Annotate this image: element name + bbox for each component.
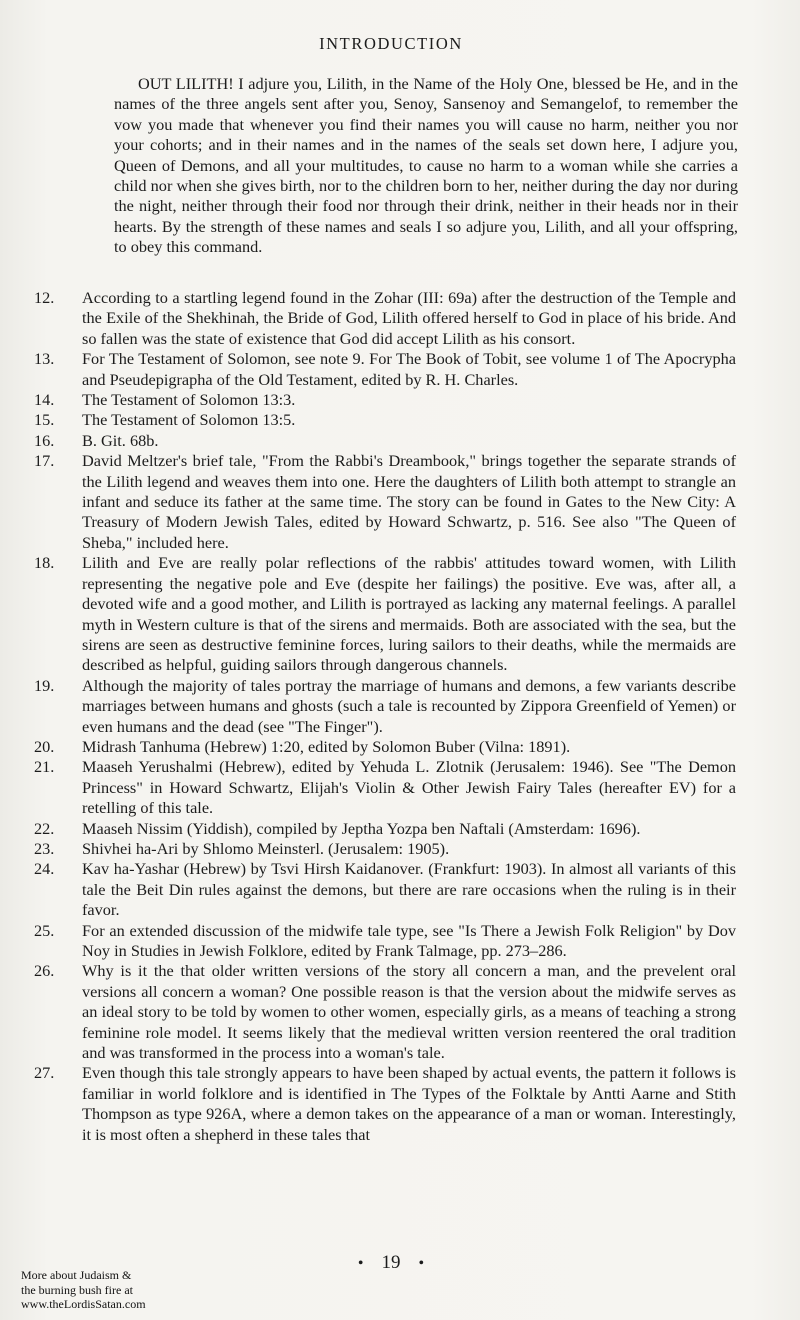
block-quote [114, 74, 738, 258]
credit-line-1: More about Judaism & [21, 1268, 132, 1282]
running-head: INTRODUCTION [319, 34, 463, 53]
endnote-number: 25. [34, 920, 55, 940]
endnote-number: 17. [34, 451, 55, 471]
endnote-number: 20. [34, 736, 55, 756]
endnote-number: 14. [34, 390, 55, 410]
endnote [34, 839, 736, 859]
endnote-text: For an extended discussion of the midwife tale type, see "Is There a Jewish Folk Religion" by Dov Noy in Studies in Jewish Folklore, edited by Frank Talmage, pp. 273–286. [82, 920, 736, 960]
page-number-dot-right: • [418, 1255, 425, 1272]
endnote [34, 410, 736, 430]
endnote-number: 15. [34, 410, 55, 430]
endnote-text: Lilith and Eve are really polar reflections of the rabbis' attitudes toward women, with Lilith representing the negative pole and Eve (despite her failings) the positive. Eve was, after all, a devoted wife and a good mother, and Lilith is portrayed as lacking any maternal feelings. A parallel myth in Western culture is that of the sirens and mermaids. Both are associated with the sea, but the sirens are seen as destructive feminine forces, luring sailors to their deaths, while the mermaids are described as helpful, guiding sailors through dangerous channels. [82, 553, 736, 675]
endnote [34, 1063, 736, 1145]
endnote-text: The Testament of Solomon 13:3. [82, 390, 296, 410]
endnote-text: Maaseh Yerushalmi (Hebrew), edited by Yehuda L. Zlotnik (Jerusalem: 1946). See "The Demon Princess" in Howard Schwartz, Elijah's Violin & Other Jewish Fairy Tales (hereafter EV) for a retelling of this tale. [82, 757, 736, 818]
endnote-number: 16. [34, 430, 55, 450]
endnote [34, 757, 736, 818]
endnote [34, 676, 736, 737]
endnote-number: 12. [34, 288, 55, 307]
endnote-text: B. Git. 68b. [82, 430, 159, 450]
endnote-number: 27. [34, 1063, 55, 1083]
credit-line-2: the burning bush fire at [21, 1282, 133, 1297]
endnote-text: Although the majority of tales portray the marriage of humans and demons, a few variants describe marriages between humans and ghosts (such a tale is recounted by Zippora Greenfield of Yemen) or even humans and the dead (see "The Finger"). [82, 675, 736, 736]
endnote-number: 21. [34, 757, 55, 777]
page-number-dot-left: • [357, 1255, 364, 1272]
endnote-text: According to a startling legend found in the Zohar (III: 69a) after the destruction of the Temple and the Exile of the Shekhinah, the Bride of God, Lilith offered herself to God in place of his bride. And so fallen was the state of existence that God did accept Lilith as his consort. [82, 288, 736, 348]
site-credit [21, 1268, 191, 1312]
endnote [34, 349, 736, 390]
endnote-text: Even though this tale strongly appears to have been shaped by actual events, the pattern it follows is familiar in world folklore and is identified in The Types of the Folktale by Antti Aarne and Stith Thompson as type 926A, where a demon takes on the appearance of a man or woman. Interestingly, it is most often a shepherd in these tales that [82, 1063, 736, 1144]
endnote-text: Why is it the that older written versions of the story all concern a man, and the prevelent oral versions all concern a woman? One possible reason is that the version about the midwife serves as an ideal story to be told by women to other women, especially girls, as a means of teaching a strong feminine role model. It seems likely that the medieval written version reentered the oral tradition and was transformed in the process into a woman's tale. [82, 961, 736, 1063]
endnote-text: Maaseh Nissim (Yiddish), compiled by Jeptha Yozpa ben Naftali (Amsterdam: 1696). [82, 818, 641, 838]
endnote [34, 859, 736, 920]
endnote [34, 390, 736, 410]
credit-line-3: www.theLordisSatan.com [21, 1297, 146, 1311]
endnote [34, 288, 736, 349]
endnote-text: The Testament of Solomon 13:5. [82, 410, 296, 430]
endnote-number: 26. [34, 961, 55, 981]
endnote-number: 24. [34, 859, 55, 879]
endnote-text: Kav ha-Yashar (Hebrew) by Tsvi Hirsh Kaidanover. (Frankfurt: 1903). In almost all variants of this tale the Beit Din rules against the demons, but there are rare occasions when the ruling is in their favor. [82, 859, 736, 920]
endnotes-list [34, 288, 736, 1145]
endnote [34, 431, 736, 451]
page-number: 19 [381, 1252, 401, 1273]
quote-text: OUT LILITH! I adjure you, Lilith, in the Name of the Holy One, blessed be He, and in the names of the three angels sent after you, Senoy, Sansenoy and Semangelof, to remember the vow you made that whenever you find their names you will cause no harm, neither you nor your cohorts; and in their names and in the names of the seals set down here, I adjure you, Queen of Demons, and all your multitudes, to cause no harm to a woman while she carries a child nor when she gives birth, nor to the children born to her, neither during the day nor during the night, neither through their food nor through their drink, neither in their heads nor in their hearts. By the strength of these names and seals I so adjure you, Lilith, and all your offspring, to obey this command. [114, 74, 738, 257]
endnote [34, 451, 736, 553]
endnote-number: 22. [34, 818, 55, 838]
endnote [34, 921, 736, 962]
endnote [34, 819, 736, 839]
endnote [34, 961, 736, 1063]
endnote-text: Shivhei ha-Ari by Shlomo Meinsterl. (Jerusalem: 1905). [82, 838, 450, 858]
endnote-text: Midrash Tanhuma (Hebrew) 1:20, edited by Solomon Buber (Vilna: 1891). [82, 736, 571, 756]
endnote [34, 553, 736, 675]
endnote-text: David Meltzer's brief tale, "From the Rabbi's Dreambook," brings together the separate strands of the Lilith legend and weaves them into one. Here the daughters of Lilith both attempt to strangle an infant and seduce its father at the same time. The story can be found in Gates to the New City: A Treasury of Modern Jewish Tales, edited by Howard Schwartz, p. 516. See also "The Queen of Sheba," included here. [82, 451, 736, 552]
endnote-number: 19. [34, 675, 55, 695]
endnote-number: 13. [34, 349, 55, 369]
endnote [34, 737, 736, 757]
endnote-number: 18. [34, 553, 55, 573]
endnote-text: For The Testament of Solomon, see note 9. For The Book of Tobit, see volume 1 of The Apocrypha and Pseudepigrapha of the Old Testament, edited by R. H. Charles. [82, 349, 736, 389]
endnote-number: 23. [34, 838, 55, 858]
